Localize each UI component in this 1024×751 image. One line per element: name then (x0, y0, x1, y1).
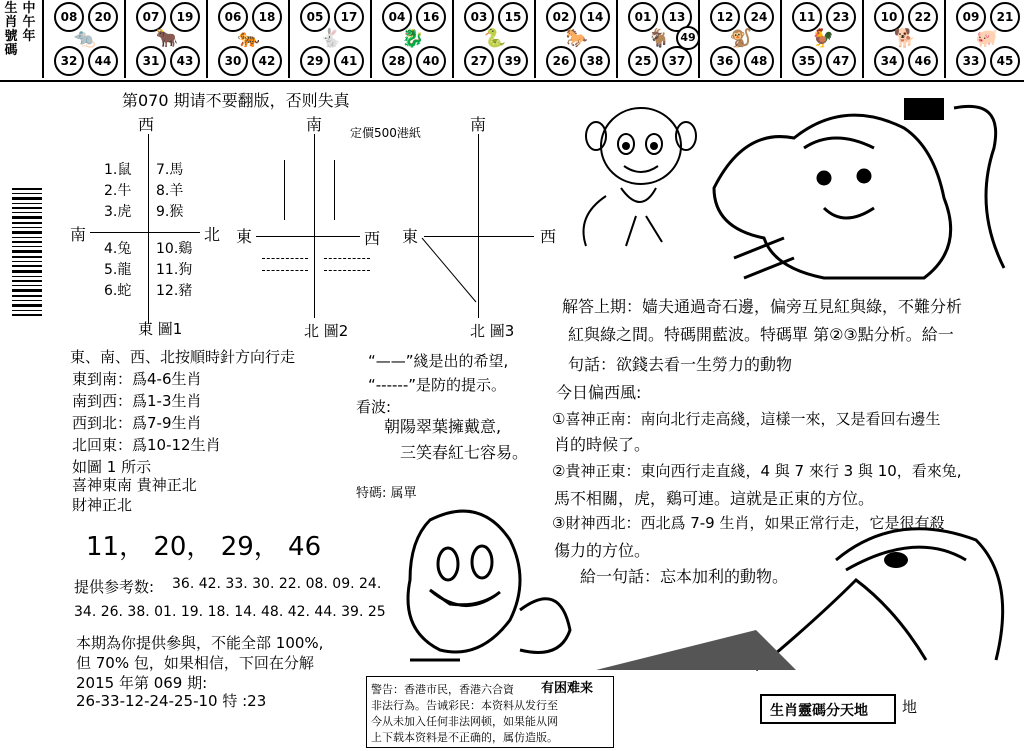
zodiac-number-bottom-right: 48 (744, 46, 774, 76)
zodiac-number-bottom-right: 46 (908, 46, 938, 76)
zodiac-number-bottom-right: 45 (990, 46, 1020, 76)
zodiac-number-top-left: 04 (382, 2, 412, 32)
zodiac-number-top-right: 19 (170, 2, 200, 32)
answer-line-2: 紅與綠之間。特碼開藍波。特碼單 第②③點分析。給一 (568, 325, 954, 344)
fig3-caption: 北 圖3 (470, 322, 515, 340)
zodiac-list-item: 11.狗 (156, 262, 193, 278)
zodiac-list-item: 3.虎 (104, 204, 132, 220)
reference-numbers-label: 提供参考数: (74, 578, 155, 596)
answer-point-2-cont: 馬不相關，虎，鷄可連。這就是正東的方位。 (554, 489, 875, 508)
rule-direction: 東、南、西、北按順時針方向行走 (70, 348, 296, 366)
poem-line-1: 朝陽翠葉擁戴意, (384, 417, 502, 436)
rule-as-fig1: 如圖 1 所示 (72, 458, 152, 476)
zodiac-number-bottom-right: 37 (662, 46, 692, 76)
zodiac-number-bottom-left: 27 (464, 46, 494, 76)
footer-tail: 地 (902, 698, 918, 716)
poem-line-2: 三笑春紅七容易。 (400, 443, 529, 462)
reference-numbers-row-2: 34. 26. 38. 01. 19. 18. 14. 48. 42. 44. 39. 25 (74, 604, 386, 620)
rabbit-icon: 🐇 (319, 28, 343, 49)
zodiac-list-item: 5.龍 (104, 262, 132, 278)
zodiac-number-top-left: 03 (464, 2, 494, 32)
zodiac-cell (206, 0, 290, 78)
fig2-solid-marker (284, 160, 285, 220)
zodiac-number-top-right: 20 (88, 2, 118, 32)
zodiac-number-bottom-left: 35 (792, 46, 822, 76)
zodiac-list-right (156, 160, 192, 302)
zodiac-number-bottom-left: 34 (874, 46, 904, 76)
tiger-icon: 🐅 (237, 28, 261, 49)
worker-illustration (704, 88, 1020, 288)
zodiac-number-top-right: 13 (662, 2, 692, 32)
zodiac-list-item: 7.馬 (156, 162, 184, 178)
zodiac-list-item: 4.兔 (104, 241, 132, 257)
zodiac-number-top-left: 09 (956, 2, 986, 32)
answer-summary: 給一句話：忘本加利的動物。 (580, 567, 789, 586)
answer-line-3: 句話：欲錢去看一生勞力的動物 (568, 355, 793, 374)
zodiac-list-item: 10.鷄 (156, 241, 193, 257)
lizard-illustration (596, 520, 1020, 680)
fig3-west-label: 西 (540, 227, 557, 246)
zodiac-number-bottom-left: 32 (54, 46, 84, 76)
footer-title: 生肖靈碼分天地 (770, 703, 868, 719)
today-wind: 今日偏西風: (556, 383, 642, 402)
fig2-horizontal-line (256, 236, 360, 237)
answer-point-1-cont: 肖的時候了。 (554, 435, 651, 454)
horse-icon: 🐎 (565, 28, 589, 49)
price-label: 定價500港紙 (350, 126, 421, 140)
fig2-west-label: 西 (364, 229, 381, 248)
fig1-north-label: 北 (204, 225, 221, 244)
zodiac-number-bottom-right: 43 (170, 46, 200, 76)
warning-box (366, 676, 614, 748)
monkey-illustration (566, 96, 716, 256)
zodiac-cell (698, 0, 782, 78)
fig2-dashed-marker (262, 258, 308, 259)
note-line-3: 2015 年第 069 期: (76, 674, 208, 692)
answer-point-1: ①喜神正南：南向北行走高綫，這樣一來，又是看回右邊生 (552, 410, 941, 428)
special-number-label: 特碼: 属單 (356, 486, 417, 501)
zodiac-number-bottom-left: 36 (710, 46, 740, 76)
rule-east-south: 東到南：爲4-6生肖 (72, 370, 202, 388)
zodiac-cell (370, 0, 454, 78)
zodiac-cell (944, 0, 1024, 78)
zodiac-number-bottom-right: 42 (252, 46, 282, 76)
zodiac-number-top-right: 15 (498, 2, 528, 32)
spacer-icon (460, 118, 461, 119)
fig3-east-label: 東 (402, 227, 419, 246)
zodiac-number-top-right: 23 (826, 2, 856, 32)
zodiac-number-bottom-right: 40 (416, 46, 446, 76)
dog-icon: 🐕 (893, 28, 917, 49)
zodiac-list-item: 6.蛇 (104, 283, 132, 299)
fig2-caption: 北 圖2 (304, 322, 349, 340)
fig1-vertical-line (148, 134, 149, 324)
warning-line-1: 警告：香港市民，香港六合資 (371, 683, 514, 696)
zodiac-list-item: 9.猴 (156, 204, 184, 220)
zodiac-number-top-right: 17 (334, 2, 364, 32)
zodiac-number-bottom-right: 44 (88, 46, 118, 76)
duck-illustration (390, 500, 580, 670)
fig1-west-label: 西 (138, 115, 155, 134)
zodiac-number-top-right: 18 (252, 2, 282, 32)
rule-south-west: 南到西：爲1-3生肖 (72, 392, 202, 410)
zodiac-number-top-right: 21 (990, 2, 1020, 32)
zodiac-cell (452, 0, 536, 78)
warning-line-2: 非法行為。告诫彩民：本资料从发行至 (371, 699, 558, 712)
legend-dashed: “------”是防的提示。 (368, 376, 507, 394)
main-numbers: 11， 20， 29， 46 (86, 532, 322, 562)
issue-title: 第070 期请不要翻版，否则失真 (122, 91, 350, 110)
zodiac-number-top-left: 01 (628, 2, 658, 32)
answer-point-3: ③財神西北：西北爲 7-9 生肖，如果正常行走，它是很有殺 (552, 514, 945, 532)
snake-icon: 🐍 (483, 28, 507, 49)
zodiac-number-top-left: 02 (546, 2, 576, 32)
reference-numbers-row-1: 36. 42. 33. 30. 22. 08. 09. 24. (172, 576, 382, 592)
zodiac-number-top-left: 05 (300, 2, 330, 32)
warning-line-3: 今从未加入任何非法网顿，如果能从网 (371, 715, 558, 728)
fig2-south-label: 南 (306, 115, 323, 134)
ox-icon: 🐂 (155, 28, 179, 49)
rule-west-north: 西到北：爲7-9生肖 (72, 414, 202, 432)
rule-wealth-god: 財神正北 (72, 496, 133, 514)
zodiac-strip-year: 中午年 (22, 1, 36, 44)
fig2-solid-marker (334, 160, 335, 220)
zodiac-number-bottom-left: 26 (546, 46, 576, 76)
zodiac-cell (288, 0, 372, 78)
fig2-east-label: 東 (236, 227, 253, 246)
rule-gods: 喜神東南 貴神正北 (72, 476, 197, 494)
zodiac-list-item: 1.鼠 (104, 162, 132, 178)
zodiac-number-top-left: 11 (792, 2, 822, 32)
zodiac-cell (616, 0, 700, 78)
legend-solid: “——”綫是出的希望, (368, 352, 509, 370)
zodiac-number-extra: 49 (676, 26, 700, 50)
zodiac-cell (780, 0, 864, 78)
zodiac-number-bottom-left: 25 (628, 46, 658, 76)
footer-title-box (760, 694, 896, 724)
zodiac-number-top-left: 12 (710, 2, 740, 32)
pig-icon: 🐖 (975, 28, 999, 49)
zodiac-number-bottom-right: 41 (334, 46, 364, 76)
zodiac-cell (124, 0, 208, 78)
zodiac-number-bottom-left: 30 (218, 46, 248, 76)
answer-line-1: 解答上期：嫱夫通過奇石邊，偏旁互見紅與綠，不難分析 (562, 297, 963, 316)
zodiac-number-bottom-right: 38 (580, 46, 610, 76)
fig3-south-label: 南 (470, 115, 487, 134)
warning-line-4: 上下载本资料是不正确的，属仿造版。 (371, 731, 558, 744)
rat-icon: 🐀 (73, 28, 97, 49)
rooster-icon: 🐓 (811, 28, 835, 49)
zodiac-list-item: 12.豬 (156, 283, 193, 299)
zodiac-cell (42, 0, 126, 78)
note-line-1: 本期為你提供參與，不能全部 100%, (76, 634, 324, 652)
fig1-caption: 東 圖1 (138, 320, 183, 338)
zodiac-number-bottom-left: 29 (300, 46, 330, 76)
zodiac-number-top-right: 24 (744, 2, 774, 32)
previous-result: 26-33-12-24-25-10 特 :23 (76, 692, 267, 710)
zodiac-number-bottom-left: 28 (382, 46, 412, 76)
zodiac-number-bottom-right: 39 (498, 46, 528, 76)
fig2-vertical-line (314, 134, 315, 318)
zodiac-list-item: 2.牛 (104, 183, 132, 199)
zodiac-number-bottom-right: 47 (826, 46, 856, 76)
zodiac-number-bottom-left: 33 (956, 46, 986, 76)
answer-point-2: ②貴神正東：東向西行走直綫，4 與 7 來行 3 與 10，看來兔, (552, 462, 962, 480)
zodiac-number-top-left: 06 (218, 2, 248, 32)
warning-stamp: 有困难来 (541, 681, 594, 696)
zodiac-number-top-right: 22 (908, 2, 938, 32)
note-line-2: 但 70% 包，如果相信，下回在分解 (76, 654, 314, 672)
zodiac-number-top-right: 14 (580, 2, 610, 32)
zodiac-cell (862, 0, 946, 78)
zodiac-number-top-left: 07 (136, 2, 166, 32)
zodiac-number-top-right: 16 (416, 2, 446, 32)
zodiac-strip (0, 0, 1024, 82)
zodiac-number-top-left: 10 (874, 2, 904, 32)
dragon-icon: 🐉 (401, 28, 425, 49)
goat-icon: 🐐 (647, 28, 671, 49)
monkey-icon: 🐒 (729, 28, 753, 49)
zodiac-list-left (104, 160, 131, 302)
rule-north-east: 北回東：爲10-12生肖 (72, 436, 221, 454)
zodiac-list-item: 8.羊 (156, 183, 184, 199)
answer-point-3-cont: 傷力的方位。 (554, 541, 651, 560)
fig1-south-label: 南 (70, 225, 87, 244)
zodiac-number-top-left: 08 (54, 2, 84, 32)
zodiac-cell (534, 0, 618, 78)
fig3-diagonal-line (420, 236, 480, 306)
fig2-dashed-marker (262, 270, 308, 271)
zodiac-strip-title: 生肖號碼 (4, 1, 18, 58)
barcode-image (10, 188, 48, 328)
poem-label: 看波: (356, 398, 392, 416)
zodiac-number-bottom-left: 31 (136, 46, 166, 76)
fig2-dashed-marker (324, 270, 370, 271)
fig2-dashed-marker (324, 258, 370, 259)
